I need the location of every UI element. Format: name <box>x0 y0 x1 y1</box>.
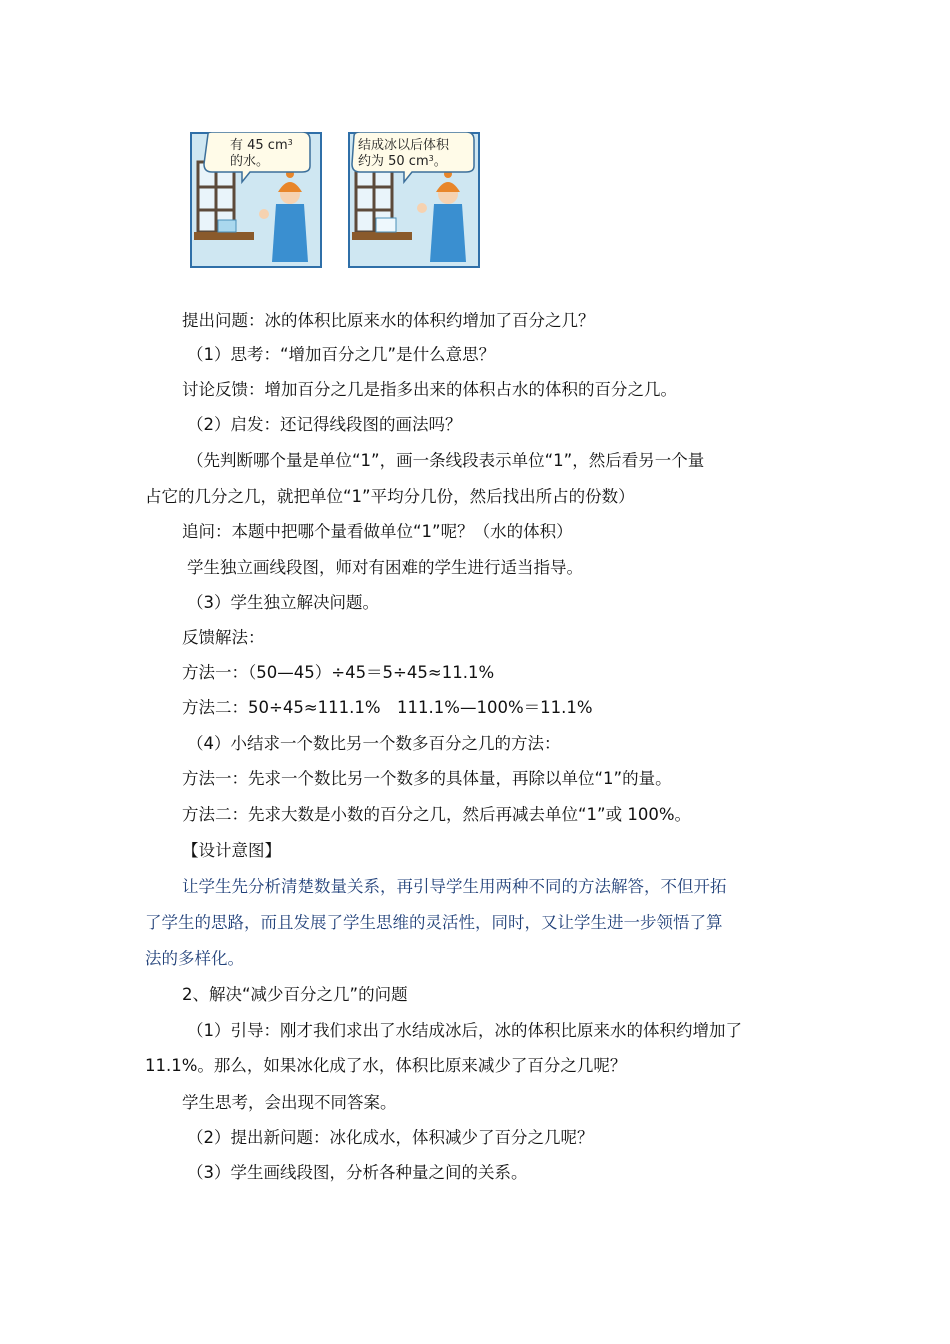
paragraph-line: （3）学生独立解决问题。 <box>187 593 379 612</box>
think-line: （1）思考：“增加百分之几”是什么意思？ <box>187 345 496 364</box>
paragraph-line: （先判断哪个量是单位“1”，画一条线段表示单位“1”，然后看另一个量 <box>187 451 705 470</box>
right-bubble-text: 结成冰以后体积 约为 50 $cm^3$。 <box>358 138 450 169</box>
design-intent-line: 让学生先分析清楚数量关系，再引导学生用两种不同的方法解答，不但开拓 <box>182 877 727 896</box>
method-one-line: 方法一：（50—45）÷45＝5÷45≈11.1% <box>182 663 495 682</box>
design-intent-heading: 【设计意图】 <box>182 841 281 860</box>
illustration <box>190 132 480 270</box>
question-line: 提出问题：冰的体积比原来水的体积约增加了百分之几？ <box>182 311 595 330</box>
paragraph-line: 学生独立画线段图，师对有困难的学生进行适当指导。 <box>187 558 583 577</box>
paragraph-line: 方法一：先求一个数比另一个数多的具体量，再除以单位“1”的量。 <box>182 769 672 788</box>
paragraph-line: （2）提出新问题：冰化成水，体积减少了百分之几呢？ <box>187 1128 594 1147</box>
right-panel-image <box>348 132 480 268</box>
paragraph-line: 学生思考，会出现不同答案。 <box>182 1093 397 1112</box>
discussion-line: 讨论反馈：增加百分之几是指多出来的体积占水的体积的百分之几。 <box>182 380 677 399</box>
design-intent-line: 了学生的思路，而且发展了学生思维的灵活性，同时，又让学生进一步领悟了算 <box>145 913 723 932</box>
method-two-line: 方法二：50÷45≈111.1% 111.1%—100%＝11.1% <box>182 698 593 717</box>
paragraph-line: 方法二：先求大数是小数的百分之几，然后再减去单位“1”或 100%。 <box>182 805 692 824</box>
section-heading: 2、解决“减少百分之几”的问题 <box>182 985 408 1004</box>
left-panel-image <box>190 132 322 268</box>
left-bubble-text: 有 45 $cm^3$ 的水。 <box>230 138 293 169</box>
paragraph-line: 11.1%。那么，如果冰化成了水，体积比原来减少了百分之几呢？ <box>145 1056 627 1075</box>
paragraph-line: 反馈解法： <box>182 628 265 647</box>
summary-line: （4）小结求一个数比另一个数多百分之几的方法： <box>187 734 561 753</box>
paragraph-line: 占它的几分之几，就把单位“1”平均分几份，然后找出所占的份数） <box>145 487 635 506</box>
hint-line: （2）启发：还记得线段图的画法吗？ <box>187 415 462 434</box>
paragraph-line: （3）学生画线段图，分析各种量之间的关系。 <box>187 1163 528 1182</box>
follow-up-line: 追问：本题中把哪个量看做单位“1”呢？（水的体积） <box>182 522 573 541</box>
design-intent-line: 法的多样化。 <box>145 949 244 968</box>
paragraph-line: （1）引导：刚才我们求出了水结成冰后，冰的体积比原来水的体积约增加了 <box>187 1021 742 1040</box>
